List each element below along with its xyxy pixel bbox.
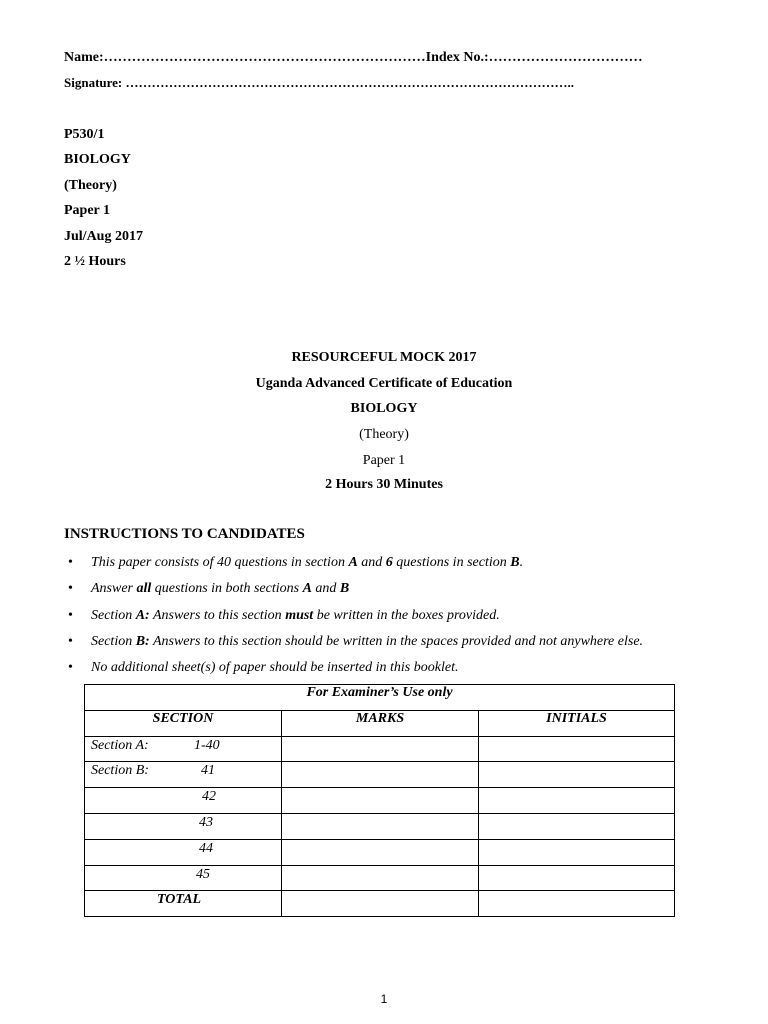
instruction-text: questions in section: [392, 555, 511, 570]
instruction-text: and: [357, 555, 386, 570]
initials-cell[interactable]: [479, 839, 675, 865]
examiner-table: [84, 684, 675, 917]
instructions-heading: INSTRUCTIONS TO CANDIDATES: [64, 526, 305, 542]
page-number: 1: [380, 992, 388, 1006]
duration-title: 2 Hours 30 Minutes: [325, 477, 443, 492]
instruction-text: Answer: [91, 581, 137, 597]
instruction-text: .: [519, 555, 524, 570]
marks-cell[interactable]: [282, 788, 479, 814]
instruction-text: Answers to this section should be written in the spaces provided and not anywhere else.: [149, 633, 644, 649]
signature-line: Signature: …………………………………………………………………………………………..: [64, 75, 575, 90]
total-label: TOTAL: [157, 892, 202, 908]
header-marks: MARKS: [282, 710, 479, 736]
initials-cell[interactable]: [479, 762, 675, 788]
question-number: 41: [201, 763, 215, 779]
examiner-table-title: For Examiner’s Use only: [85, 685, 675, 711]
initials-cell[interactable]: [479, 813, 675, 839]
instruction-text: Section: [91, 633, 136, 649]
marks-cell[interactable]: [282, 865, 479, 891]
paper-number: Paper 1: [64, 203, 111, 219]
marks-cell[interactable]: [282, 762, 479, 788]
table-row: [85, 788, 675, 814]
instructions-list: [64, 551, 744, 682]
question-number: 44: [199, 840, 213, 856]
instruction-text: must: [285, 607, 314, 623]
question-range: 1-40: [194, 737, 220, 753]
instruction-text: No additional sheet(s) of paper should be inserted in this booklet.: [91, 660, 459, 676]
question-number: 43: [199, 814, 213, 830]
instruction-text: A:: [135, 607, 150, 623]
header-section: SECTION: [85, 710, 282, 736]
instruction-text: Section: [91, 607, 136, 623]
table-row: [85, 839, 675, 865]
header-initials: INITIALS: [479, 710, 675, 736]
section-label: Section B:: [91, 763, 149, 779]
instruction-text: be written in the boxes provided.: [313, 607, 500, 623]
instruction-text: 6: [385, 555, 393, 570]
instruction-text: A: [348, 555, 358, 570]
instruction-text: This paper consists of 40 questions in section: [91, 555, 349, 570]
instruction-item: [64, 551, 744, 577]
paper-subject: BIOLOGY: [64, 152, 131, 168]
table-row: [85, 865, 675, 891]
instruction-text: B: [339, 581, 350, 597]
instruction-item: [64, 630, 744, 656]
total-initials-cell[interactable]: [479, 891, 675, 917]
marks-cell[interactable]: [282, 839, 479, 865]
initials-cell[interactable]: [479, 736, 675, 762]
marks-cell[interactable]: [282, 736, 479, 762]
table-row: [85, 813, 675, 839]
instruction-text: Answers to this section: [149, 607, 286, 623]
instruction-text: B:: [135, 633, 150, 649]
type-title: (Theory): [359, 427, 409, 442]
paper-code: P530/1: [64, 127, 105, 142]
section-label: Section A:: [91, 737, 149, 753]
marks-cell[interactable]: [282, 813, 479, 839]
instruction-text: all: [136, 581, 152, 597]
instruction-text: A: [302, 581, 312, 597]
instruction-text: and: [311, 581, 340, 597]
paper-type: (Theory): [64, 177, 117, 193]
paper-title: Paper 1: [362, 453, 406, 468]
total-marks-cell[interactable]: [282, 891, 479, 917]
name-index-line: Name:……………………………………………………………Index No.:……………………………: [64, 50, 643, 65]
initials-cell[interactable]: [479, 865, 675, 891]
paper-duration: 2 ½ Hours: [64, 253, 126, 269]
question-number: 42: [202, 789, 216, 805]
initials-cell[interactable]: [479, 788, 675, 814]
subject-title: BIOLOGY: [350, 401, 418, 416]
instruction-text: B: [510, 555, 520, 570]
instruction-item: [64, 577, 744, 603]
table-row: [85, 762, 675, 788]
certificate-title: Uganda Advanced Certificate of Education: [255, 376, 513, 391]
mock-title: RESOURCEFUL MOCK 2017: [291, 350, 477, 365]
table-row-total: [85, 891, 675, 917]
paper-info-block: [64, 122, 143, 274]
instruction-text: questions in both sections: [151, 581, 303, 597]
question-number: 45: [196, 866, 210, 882]
instruction-item: [64, 604, 744, 630]
table-row: [85, 736, 675, 762]
instruction-item: [64, 656, 744, 682]
paper-date: Jul/Aug 2017: [64, 228, 143, 244]
